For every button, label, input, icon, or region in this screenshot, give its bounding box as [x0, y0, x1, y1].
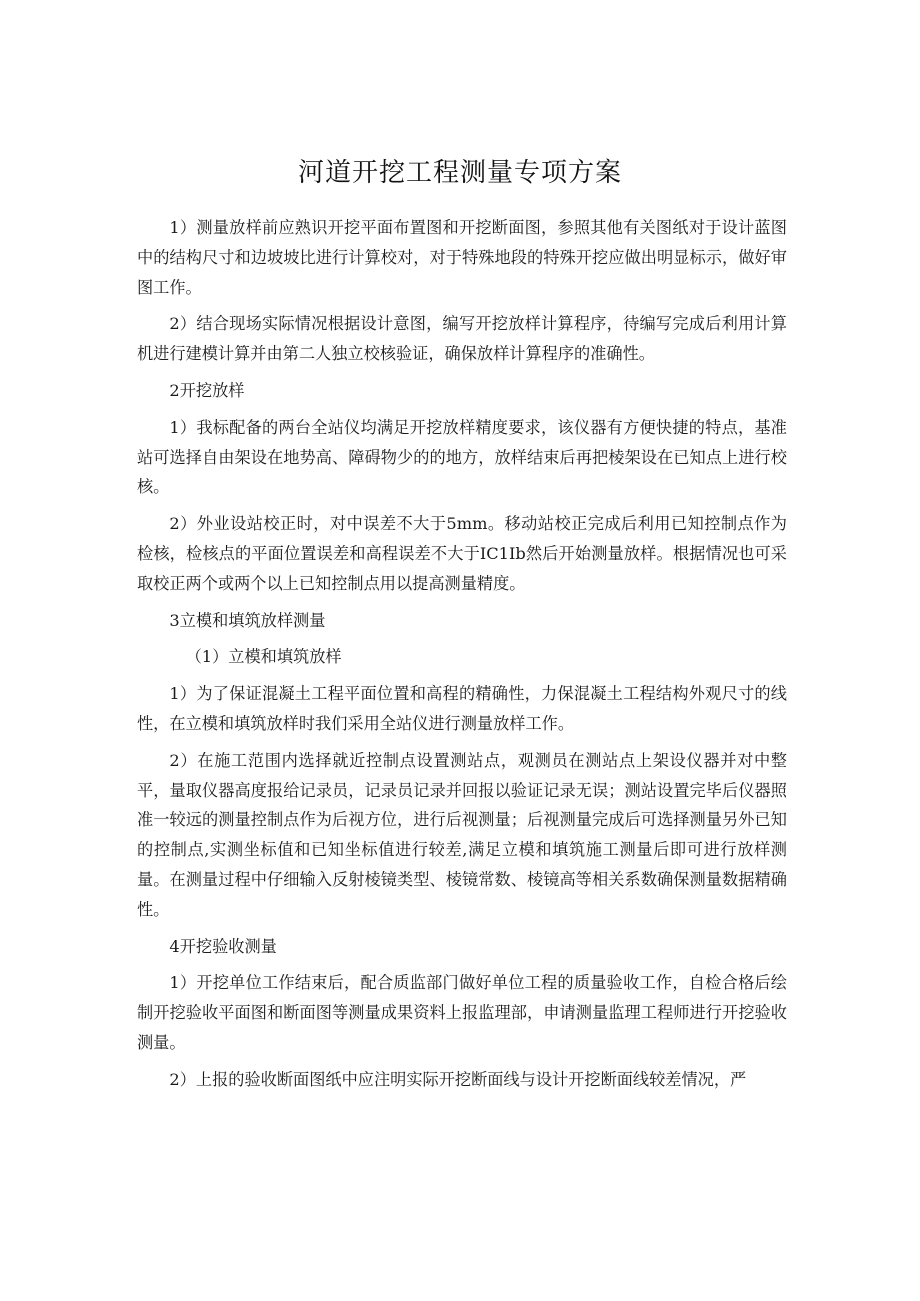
document-title: 河道开挖工程测量专项方案: [297, 158, 622, 188]
subsection-heading-3-1: （1）立模和填筑放样: [185, 647, 342, 667]
paragraph-6: 2）在施工范围内选择就近控制点设置测站点，观测员在测站点上架设仪器并对中整平，量取仪器高度报给记录员，记录员记录并回报以验证记录无误；测站设置完毕后仪器照准一较远的测量控制点作为后视方位，进行后视测量；后视测量完成后可选择测量另外已知的控制点,实测坐标值和已知坐标值进行较差,满足立模和填筑施工测量后即可进行放样测量。在测量过程中仔细输入反射棱镜类型、棱镜常数、棱镜高等相关系数确保测量数据精确性。: [137, 750, 787, 919]
section-heading-3: 3立模和填筑放样测量: [169, 610, 326, 630]
section-heading-2: 2开挖放样: [169, 380, 245, 400]
document-body: [137, 213, 787, 1102]
paragraph-4: 2）外业设站校正时，对中误差不大于5mm。移动站校正完成后利用已知控制点作为检核，检核点的平面位置误差和高程误差不大于IC1Ib然后开始测量放样。根据情况也可采取校正两个或两个以上已知控制点用以提高测量精度。: [137, 514, 787, 593]
paragraph-3: 1）我标配备的两台全站仪均满足开挖放样精度要求，该仪器有方便快捷的特点，基准站可选择自由架设在地势高、障碍物少的的地方，放样结束后再把棱架设在已知点上进行校核。: [137, 417, 787, 497]
paragraph-8: 2）上报的验收断面图纸中应注明实际开挖断面线与设计开挖断面线较差情况，严: [169, 1069, 747, 1089]
paragraph-5: 1）为了保证混凝土工程平面位置和高程的精确性，力保混凝土工程结构外观尺寸的线性，在立模和填筑放样时我们采用全站仪进行测量放样工作。: [137, 684, 787, 733]
paragraph-1: 1）测量放样前应熟识开挖平面布置图和开挖断面图，参照其他有关图纸对于设计蓝图中的结构尺寸和边坡坡比进行计算校对，对于特殊地段的特殊开挖应做出明显标示，做好审图工作。: [137, 218, 787, 297]
paragraph-7: 1）开挖单位工作结束后，配合质监部门做好单位工程的质量验收工作，自检合格后绘制开挖验收平面图和断面图等测量成果资料上报监理部，申请测量监理工程师进行开挖验收测量。: [137, 973, 787, 1052]
paragraph-2: 2）结合现场实际情况根据设计意图，编写开挖放样计算程序，待编写完成后利用计算机进行建模计算并由第二人独立校核验证，确保放样计算程序的准确性。: [137, 314, 787, 364]
section-heading-4: 4开挖验收测量: [169, 936, 277, 956]
